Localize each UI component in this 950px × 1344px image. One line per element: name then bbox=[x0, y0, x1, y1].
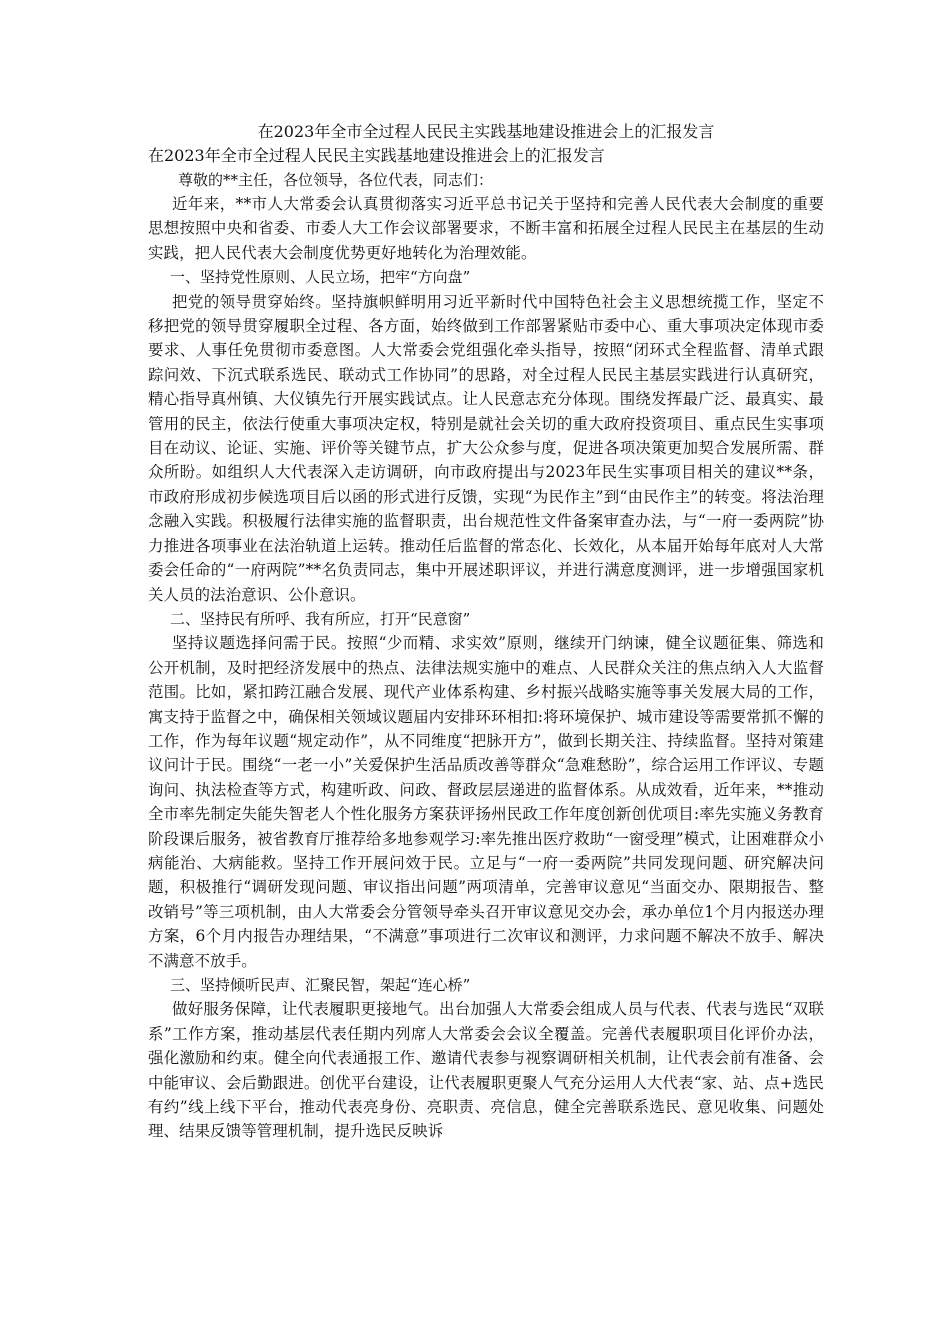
document-page bbox=[148, 120, 824, 1144]
section-body-1: 把党的领导贯穿始终。坚持旗帜鲜明用习近平新时代中国特色社会主义思想统揽工作，坚定不移把党的领导贯穿履职全过程、各方面，始终做到工作部署紧贴市委中心、重大事项决定体现市委要求、人事任免贯彻市委意图。人大常委会党组强化牵头指导，按照“闭环式全程监督、清单式跟踪问效、下沉式联系选民、联动式工作协同”的思路，对全过程人民民主基层实践进行认真研究，精心指导真州镇、大仪镇先行开展实践试点。让人民意志充分体现。围绕发挥最广泛、最真实、最管用的民主，依法行使重大事项决定权，特别是就社会关切的重大政府投资项目、重点民生实事项目在动议、论证、实施、评价等关键节点，扩大公众参与度，促进各项决策更加契合发展所需、群众所盼。如组织人大代表深入走访调研，向市政府提出与2023年民生实事项目相关的建议**条，市政府形成初步候选项目后以函的形式进行反馈，实现“为民作主”到“由民作主”的转变。将法治理念融入实践。积极履行法律实施的监督职责，出台规范性文件备案审查办法，与“一府一委两院”协力推进各项事业在法治轨道上运转。推动任后监督的常态化、长效化，从本届开始每年底对人大常委会任命的“一府两院”**名负责同志，集中开展述职评议，并进行满意度测评，进一步增强国家机关人员的法治意识、公仆意识。 bbox=[148, 292, 824, 604]
greeting: 尊敬的**主任，各位领导，各位代表，同志们： bbox=[178, 171, 494, 189]
document-subtitle: 在2023年全市全过程人民民主实践基地建设推进会上的汇报发言 bbox=[148, 146, 605, 165]
section-heading-1: 一、坚持党性原则、人民立场，把牢“方向盘” bbox=[170, 268, 471, 287]
section-heading-2: 二、坚持民有所呼、我有所应，打开“民意窗” bbox=[170, 609, 471, 628]
document-title: 在2023年全市全过程人民民主实践基地建设推进会上的汇报发言 bbox=[257, 122, 715, 141]
intro-paragraph: 近年来，**市人大常委会认真贯彻落实习近平总书记关于坚持和完善人民代表大会制度的重要思想按照中央和省委、市委人大工作会议部署要求，不断丰富和拓展全过程人民民主在基层的生动实践，把人民代表大会制度优势更好地转化为治理效能。 bbox=[148, 195, 824, 262]
section-body-2: 坚持议题选择问需于民。按照“少而精、求实效”原则，继续开门纳谏，健全议题征集、筛选和公开机制，及时把经济发展中的热点、法律法规实施中的难点、人民群众关注的焦点纳入人大监督范围。比如，紧扣跨江融合发展、现代产业体系构建、乡村振兴战略实施等事关发展大局的工作，寓支持于监督之中，确保相关领域议题届内安排环环相扣:将环境保护、城市建设等需要常抓不懈的工作，作为每年议题“规定动作”，从不同维度“把脉开方”，做到长期关注、持续监督。坚持对策建议问计于民。围绕“一老一小”关爱保护生活品质改善等群众“急难愁盼”，综合运用工作评议、专题询问、执法检查等方式，构建听政、问政、督政层层递进的监督体系。从成效看，近年来，**推动全市率先制定失能失智老人个性化服务方案获评扬州民政工作年度创新创优项目:率先实施义务教育阶段课后服务，被省教育厅推荐给多地参观学习:率先推出医疗救助“一窗受理”模式，让困难群众小病能治、大病能救。坚持工作开展问效于民。立足与“一府一委两院”共同发现问题、研究解决问题，积极推行“调研发现问题、审议指出问题”两项清单，完善审议意见“当面交办、限期报告、整改销号”等三项机制，由人大常委会分管领导牵头召开审议意见交办会，承办单位1个月内报送办理方案，6个月内报告办理结果，“不满意”事项进行二次审议和测评，力求问题不解决不放手、解决不满意不放手。 bbox=[148, 634, 824, 970]
section-heading-3: 三、坚持倾听民声、汇聚民智，架起“连心桥” bbox=[170, 976, 471, 994]
section-body-3: 做好服务保障，让代表履职更接地气。出台加强人大常委会组成人员与代表、代表与选民“双联系”工作方案，推动基层代表任期内列席人大常委会会议全覆盖。完善代表履职项目化评价办法，强化激励和约束。健全向代表通报工作、邀请代表参与视察调研相关机制，让代表会前有准备、会中能审议、会后勤跟进。创优平台建设，让代表履职更聚人气充分运用人大代表“家、站、点+选民有约”线上线下平台，推动代表亮身份、亮职责、亮信息，健全完善联系选民、意见收集、问题处理、结果反馈等管理机制，提升选民反映诉 bbox=[148, 1000, 824, 1141]
